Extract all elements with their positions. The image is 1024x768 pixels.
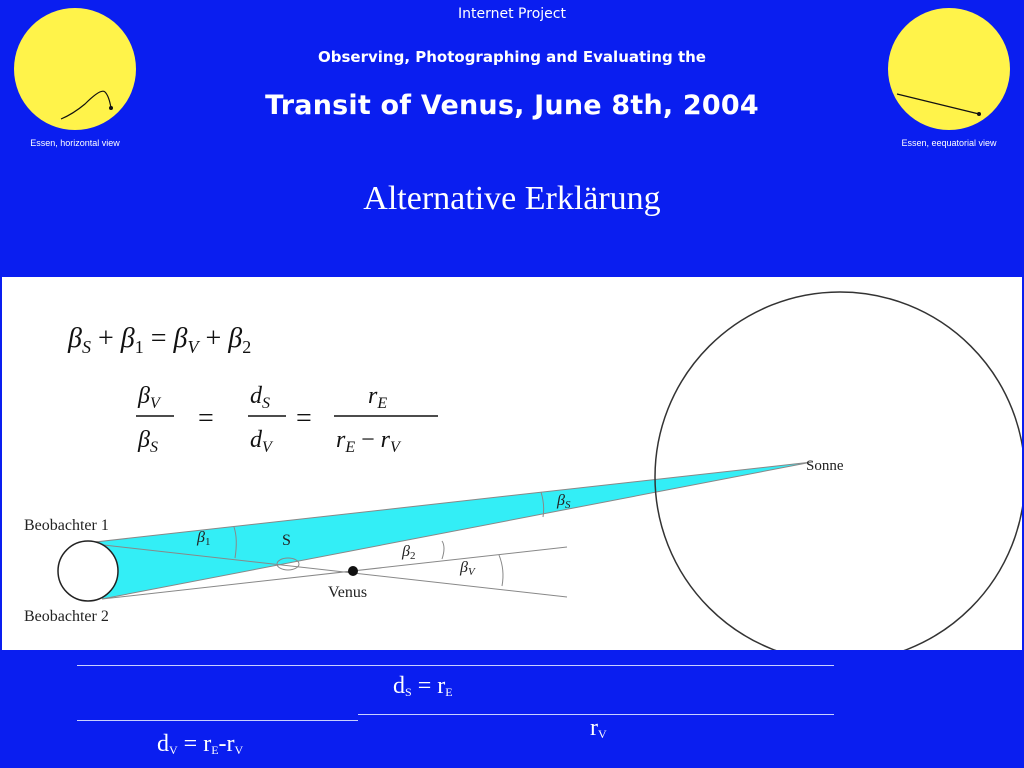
divider-top — [77, 665, 834, 666]
frac-dV: $d_V$ — [250, 427, 272, 456]
divider-left — [77, 720, 358, 721]
header-subtitle: Observing, Photographing and Evaluating the — [318, 48, 706, 66]
left-caption: Essen, horizontal view — [30, 138, 120, 148]
arc-beta2 — [442, 541, 444, 559]
formula-rv: $r_V$ — [590, 715, 607, 741]
eq-sign-1: = — [198, 403, 214, 434]
formula-ds: $d_S = r_E$ — [393, 673, 453, 699]
label-beta2: β2 — [402, 543, 416, 562]
sun-thumbnail-equatorial — [884, 4, 1014, 148]
arc-betaV — [499, 555, 503, 586]
sun-equatorial-image — [887, 4, 1011, 134]
label-point-s: S — [282, 532, 291, 549]
frac-rE-minus-rV: $r_E - r_V$ — [336, 427, 400, 456]
equation-angle-sum: $\beta_S + \beta_1 = \beta_V + \beta_2$ — [68, 323, 252, 357]
label-betaV: βV — [460, 559, 475, 578]
transit-diagram — [2, 277, 1022, 650]
project-label: Internet Project — [458, 6, 566, 22]
frac-betaV: $\beta_V$ — [138, 383, 160, 412]
frac-rE: $r_E$ — [368, 383, 388, 412]
label-venus: Venus — [328, 584, 368, 601]
geometry-diagram — [2, 277, 1022, 650]
slide-title: Alternative Erklärung — [363, 180, 661, 217]
right-caption: Essen, eequatorial view — [901, 138, 997, 148]
sun-thumbnail-horizontal — [10, 4, 140, 148]
label-observer1: Beobachter 1 — [24, 517, 109, 534]
label-sun: Sonne — [806, 458, 844, 474]
eq-sign-2: = — [296, 403, 312, 434]
venus-dot — [348, 566, 358, 576]
formula-dv: $d_V = r_E-r_V$ — [157, 731, 244, 757]
earth-circle — [58, 541, 118, 601]
frac-betaS: $\beta_S$ — [138, 427, 158, 456]
label-observer2: Beobachter 2 — [24, 608, 109, 625]
equation-block — [67, 323, 438, 456]
label-beta1: β1 — [197, 529, 211, 548]
sun-horizontal-image — [13, 4, 137, 134]
label-betaS: βS — [557, 492, 571, 511]
frac-dS: $d_S$ — [250, 383, 270, 412]
header-title: Transit of Venus, June 8th, 2004 — [265, 90, 759, 121]
